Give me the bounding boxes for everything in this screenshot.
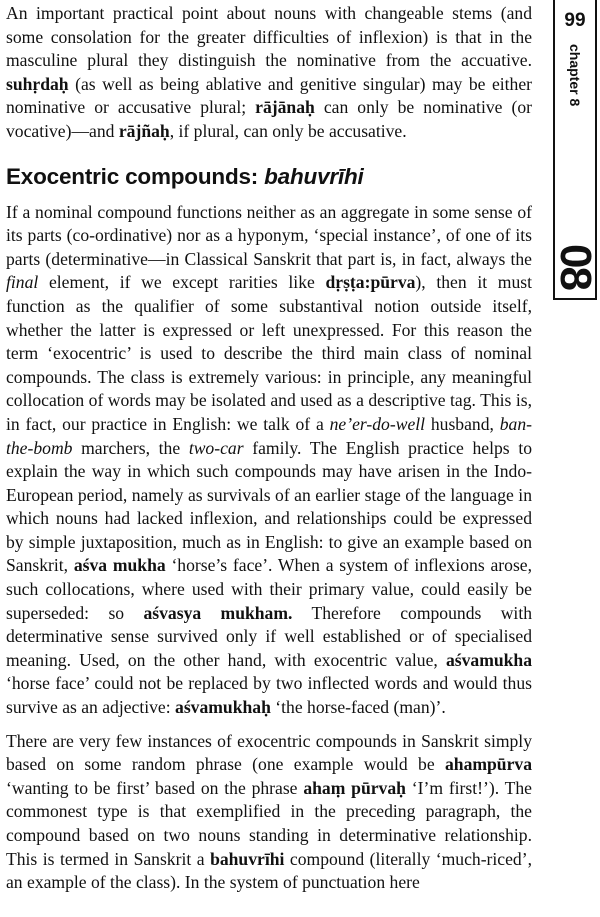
- text-run: An important practical point about nouns with changeable stems (and some consolation for the greater difficulties of inflexion) is that in the masculine plural they distinguish the nominative from the accuative.: [6, 3, 532, 71]
- heading-italic-term: bahuvrīhi: [264, 163, 364, 189]
- sanskrit-term: rājñaḥ: [118, 120, 170, 141]
- text-run: , if plural, can only be accusative.: [169, 120, 407, 141]
- text-run: husband,: [425, 413, 500, 434]
- chapter-number: 08: [551, 243, 600, 289]
- section-heading: [6, 163, 532, 191]
- sanskrit-term: aśvamukhaḥ: [175, 697, 271, 718]
- text-run: Therefore compounds with determinative sense survived only if well established or of specialised meaning. Used, on the other hand, with exocentric value,: [6, 602, 533, 670]
- paragraph-exocentric-definition: [6, 201, 532, 720]
- text-run: can only be nominative (or vocative)—and: [6, 97, 532, 141]
- page-body: [6, 0, 532, 895]
- text-run: If a nominal compound functions neither as an aggregate in some sense of its parts (co-ordinative) nor as a hyponym, ‘special instance’, of one of its parts (determinative—in Classical Sanskrit that part is, in fact, always the: [6, 201, 532, 269]
- text-run: element, if we except rarities like: [38, 272, 326, 293]
- sanskrit-term: aśva mukha: [73, 555, 166, 576]
- paragraph-bahuvrihi: [6, 730, 532, 895]
- text-run: There are very few instances of exocentric compounds in Sanskrit simply based on some random phrase (one example would be: [6, 730, 532, 775]
- text-run: family. The English practice helps to explain the way in which such compounds may have arisen in the Indo-European period, namely as survivals of an earlier stage of the language in which nouns had lacked inflexion, and relationships could be expressed by simple juxtaposition, much as in English: to give an example based on Sanskrit,: [6, 437, 532, 576]
- text-run: (as well as being ablative and genitive singular) may be either nominative or accusative plural;: [6, 73, 532, 118]
- sanskrit-term: bahuvrīhi: [210, 848, 285, 869]
- heading-text: Exocentric compounds:: [6, 163, 265, 189]
- sanskrit-term: dṛṣṭa:pūrva: [325, 272, 416, 293]
- sanskrit-term: ahampūrva: [444, 754, 532, 775]
- sanskrit-term: aśvamukha: [445, 649, 532, 670]
- text-run: ‘horse’s face’. When a system of inflexions arose, such collocations, where used with their primary value, could easily be superseded: so: [6, 555, 532, 623]
- italic-term: ne’er-do-well: [329, 413, 426, 434]
- text-run: ‘horse face’ could not be replaced by two inflected words and would thus survive as an adjective:: [6, 673, 532, 718]
- paragraph-nouns-plural: [6, 2, 532, 144]
- sanskrit-term: ahaṃ pūrvaḥ: [303, 777, 406, 798]
- italic-term: two-car: [188, 437, 244, 458]
- text-run: ‘the horse-faced (man)’.: [270, 697, 446, 718]
- text-run: marchers, the: [72, 437, 189, 458]
- italic-term: final: [6, 272, 39, 293]
- text-run: ‘wanting to be first’ based on the phrase: [6, 777, 304, 798]
- page-number: 99: [564, 10, 586, 31]
- sanskrit-term: rājānaḥ: [255, 97, 315, 118]
- text-run: ‘I’m first!’). The commonest type is that exemplified in the preceding paragraph, the compound based on two nouns standing in determinative relationship. This is termed in Sanskrit a: [6, 777, 532, 869]
- chapter-side-tab: [551, 0, 600, 300]
- text-run: ), then it must function as the qualifier of some substantival notion outside itself, whether the latter is expressed or left unexpressed. For this reason the term ‘exocentric’ is used to describe the third main class of nominal compounds. The class is extremely various: in principle, any meaningful collocation of words may be isolated and used as a descriptive tag. This is, in fact, our practice in English: we talk of a: [6, 272, 532, 434]
- sanskrit-term: aśvasya mukham.: [143, 602, 293, 623]
- sanskrit-term: suhṛdaḥ: [6, 73, 69, 94]
- text-run: compound (literally ‘much-riced’, an example of the class). In the system of punctuation here: [6, 848, 532, 893]
- chapter-label: chapter 8: [567, 44, 583, 107]
- italic-term: ban-the-bomb: [6, 413, 532, 458]
